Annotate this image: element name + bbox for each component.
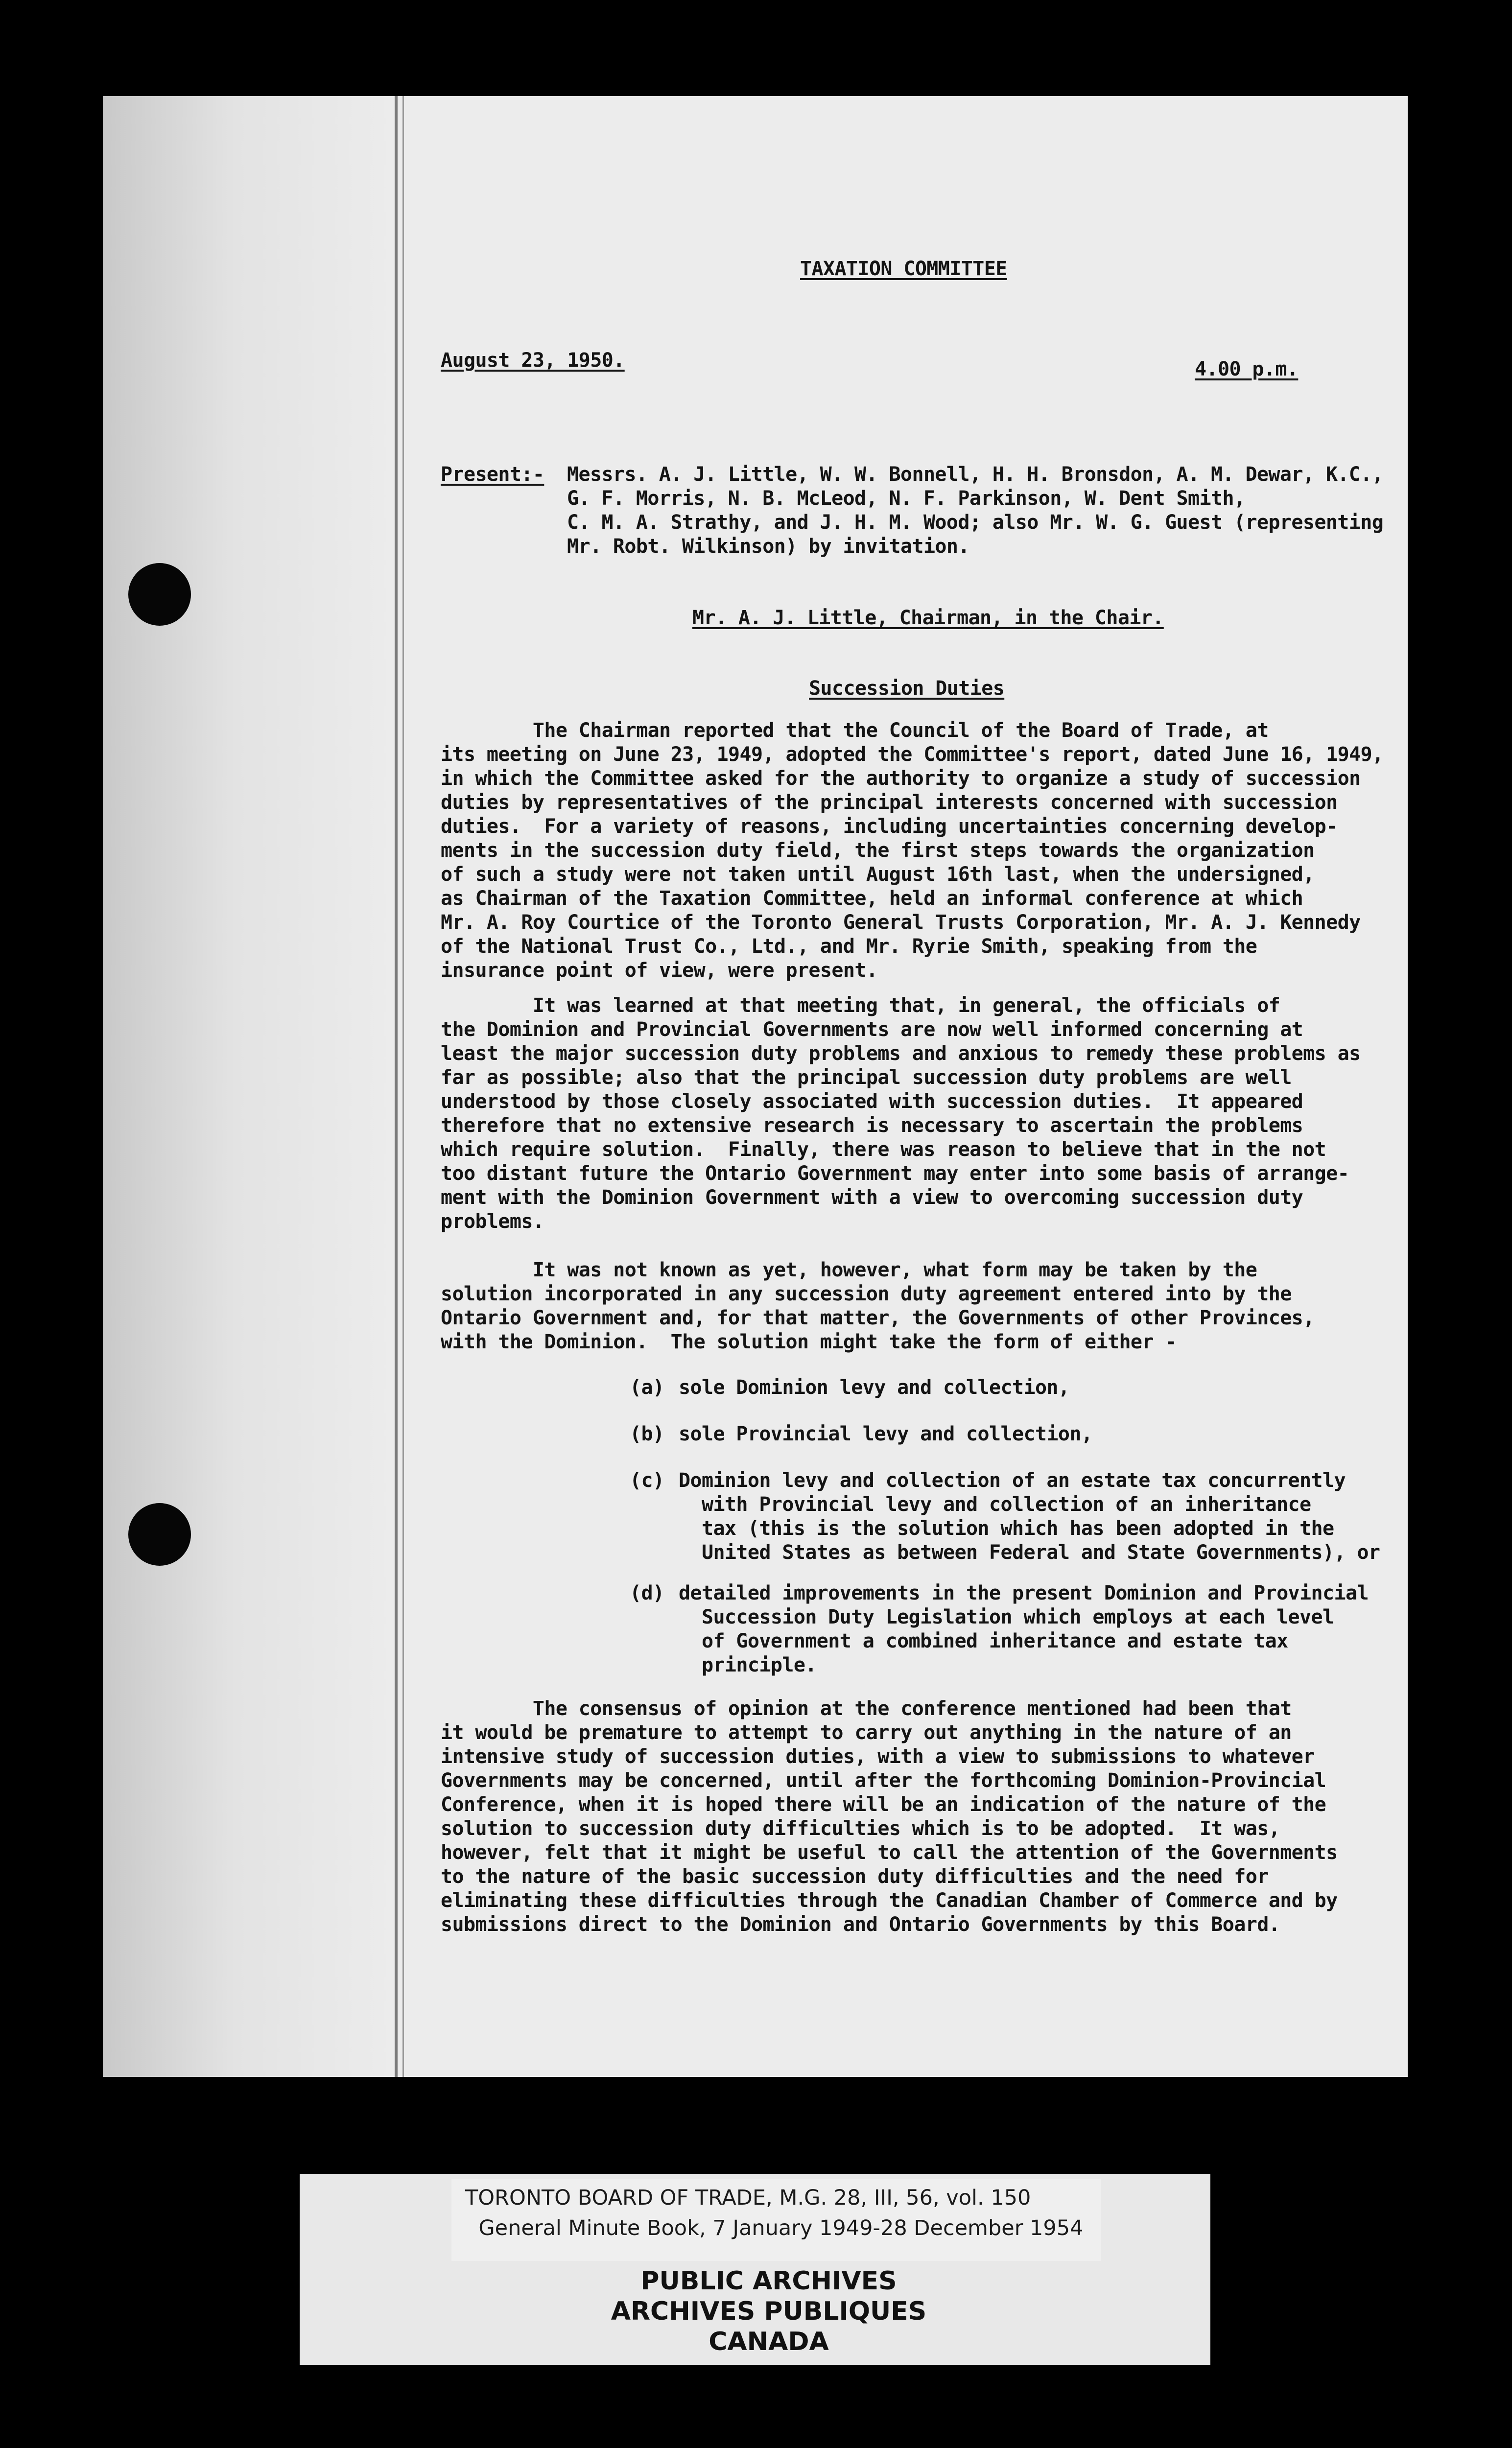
page-shading: [103, 96, 397, 2077]
text-line: therefore that no extensive research is necessary to ascertain the problems: [441, 1114, 1303, 1137]
paragraph-1: [441, 719, 1384, 983]
text-line: Conference, when it is hoped there will be an indication of the nature of the: [441, 1793, 1326, 1816]
text-line: in which the Committee asked for the authority to organize a study of succession: [441, 767, 1361, 790]
text-line: too distant future the Ontario Government may enter into some basis of arrange-: [441, 1162, 1349, 1185]
text-line: which require solution. Finally, there was reason to believe that in the not: [441, 1138, 1326, 1161]
option-marker: (b): [630, 1423, 664, 1445]
paragraph-4: [441, 1697, 1338, 1937]
text-line: The consensus of opinion at the conference mentioned had been that: [441, 1697, 1292, 1720]
option-text: sole Dominion levy and collection,: [679, 1376, 1070, 1399]
text-line: problems.: [441, 1210, 544, 1233]
archives-stamp: [402, 2257, 1136, 2370]
punch-hole-bottom: [128, 1503, 191, 1566]
meeting-date-text: August 23, 1950.: [441, 349, 625, 372]
text-line: solution to succession duty difficulties which is to be adopted. It was,: [441, 1817, 1280, 1840]
text-line: its meeting on June 23, 1949, adopted the Committee's report, dated June 16, 1949,: [441, 743, 1384, 766]
present-line: Messrs. A. J. Little, W. W. Bonnell, H. H. Bronsdon, A. M. Dewar, K.C.,: [567, 463, 1384, 486]
text-line: far as possible; also that the principal succession duty problems are well: [441, 1066, 1292, 1089]
text-line: submissions direct to the Dominion and Ontario Governments by this Board.: [441, 1913, 1280, 1936]
option-text: United States as between Federal and State Governments), or: [679, 1541, 1380, 1564]
option-d: [630, 1581, 1369, 1677]
text-line: insurance point of view, were present.: [441, 959, 878, 982]
option-b: [630, 1422, 1092, 1446]
present-line: G. F. Morris, N. B. McLeod, N. F. Parkinson, W. Dent Smith,: [567, 487, 1246, 510]
stamp-line: ARCHIVES PUBLIQUES: [611, 2297, 927, 2326]
present-line: Mr. Robt. Wilkinson) by invitation.: [567, 535, 969, 558]
chair-line: Mr. A. J. Little, Chairman, in the Chair.: [692, 607, 1164, 629]
text-line: ments in the succession duty field, the first steps towards the organization: [441, 839, 1315, 862]
text-line: to the nature of the basic succession duty difficulties and the need for: [441, 1865, 1269, 1888]
text-line: duties by representatives of the principal interests concerned with succession: [441, 791, 1338, 814]
option-marker: (a): [630, 1376, 664, 1399]
text-line: intensive study of succession duties, with a view to submissions to whatever: [441, 1745, 1315, 1768]
option-text: Succession Duty Legislation which employs at each level: [679, 1606, 1334, 1628]
option-c: [630, 1469, 1380, 1565]
text-line: duties. For a variety of reasons, including uncertainties concerning develop-: [441, 815, 1338, 838]
text-line: It was learned at that meeting that, in general, the officials of: [441, 994, 1280, 1017]
present-label: Present:-: [441, 463, 544, 486]
option-a: [630, 1376, 1069, 1400]
text-line: with the Dominion. The solution might take the form of either -: [441, 1331, 1177, 1353]
text-line: understood by those closely associated with succession duties. It appeared: [441, 1090, 1303, 1113]
document-heading: TAXATION COMMITTEE: [800, 258, 1007, 280]
option-text: principle.: [679, 1654, 817, 1676]
margin-rule: [395, 96, 398, 2077]
archive-reference-line-2: General Minute Book, 7 January 1949-28 December 1954: [465, 2216, 1084, 2240]
text-line: least the major succession duty problems and anxious to remedy these problems as: [441, 1042, 1361, 1065]
stamp-line: PUBLIC ARCHIVES: [640, 2266, 897, 2296]
option-text: tax (this is the solution which has been adopted in the: [679, 1517, 1334, 1540]
stamp-line: CANADA: [709, 2327, 829, 2356]
option-text: of Government a combined inheritance and estate tax: [679, 1630, 1288, 1652]
text-line: the Dominion and Provincial Governments are now well informed concerning at: [441, 1018, 1303, 1041]
option-text: sole Provincial levy and collection,: [679, 1423, 1093, 1445]
archive-reference-label: [451, 2179, 1101, 2261]
text-line: of such a study were not taken until August 16th last, when the undersigned,: [441, 863, 1315, 886]
text-line: it would be premature to attempt to carry out anything in the nature of an: [441, 1721, 1292, 1744]
text-line: It was not known as yet, however, what form may be taken by the: [441, 1259, 1257, 1281]
present-list: [567, 463, 1383, 559]
text-line: Mr. A. Roy Courtice of the Toronto General Trusts Corporation, Mr. A. J. Kennedy: [441, 911, 1361, 934]
paragraph-2: [441, 994, 1361, 1234]
paragraph-3: [441, 1258, 1315, 1354]
text-line: solution incorporated in any succession duty agreement entered into by the: [441, 1283, 1292, 1305]
text-line: ment with the Dominion Government with a view to overcoming succession duty: [441, 1186, 1303, 1209]
section-title: Succession Duties: [809, 677, 1005, 700]
present-line: C. M. A. Strathy, and J. H. M. Wood; also Mr. W. G. Guest (representing: [567, 511, 1384, 534]
meeting-date: [441, 349, 625, 373]
option-text: Dominion levy and collection of an estate tax concurrently: [679, 1469, 1346, 1492]
option-marker: (d): [630, 1582, 664, 1604]
meeting-time: 4.00 p.m.: [1195, 358, 1299, 380]
text-line: The Chairman reported that the Council of the Board of Trade, at: [441, 719, 1269, 742]
archive-reference-line-1: TORONTO BOARD OF TRADE, M.G. 28, III, 56, vol. 150: [465, 2186, 1031, 2210]
punch-hole-top: [128, 563, 191, 626]
text-line: Governments may be concerned, until after the forthcoming Dominion-Provincial: [441, 1769, 1326, 1792]
text-line: eliminating these difficulties through the Canadian Chamber of Commerce and by: [441, 1889, 1338, 1912]
text-line: as Chairman of the Taxation Committee, held an informal conference at which: [441, 887, 1303, 910]
margin-rule-inner: [402, 96, 404, 2077]
text-line: however, felt that it might be useful to call the attention of the Governments: [441, 1841, 1338, 1864]
text-line: of the National Trust Co., Ltd., and Mr. Ryrie Smith, speaking from the: [441, 935, 1257, 958]
option-marker: (c): [630, 1469, 664, 1492]
option-text: detailed improvements in the present Dominion and Provincial: [679, 1582, 1369, 1604]
text-line: Ontario Government and, for that matter, the Governments of other Provinces,: [441, 1307, 1315, 1329]
option-text: with Provincial levy and collection of an inheritance: [679, 1493, 1311, 1516]
